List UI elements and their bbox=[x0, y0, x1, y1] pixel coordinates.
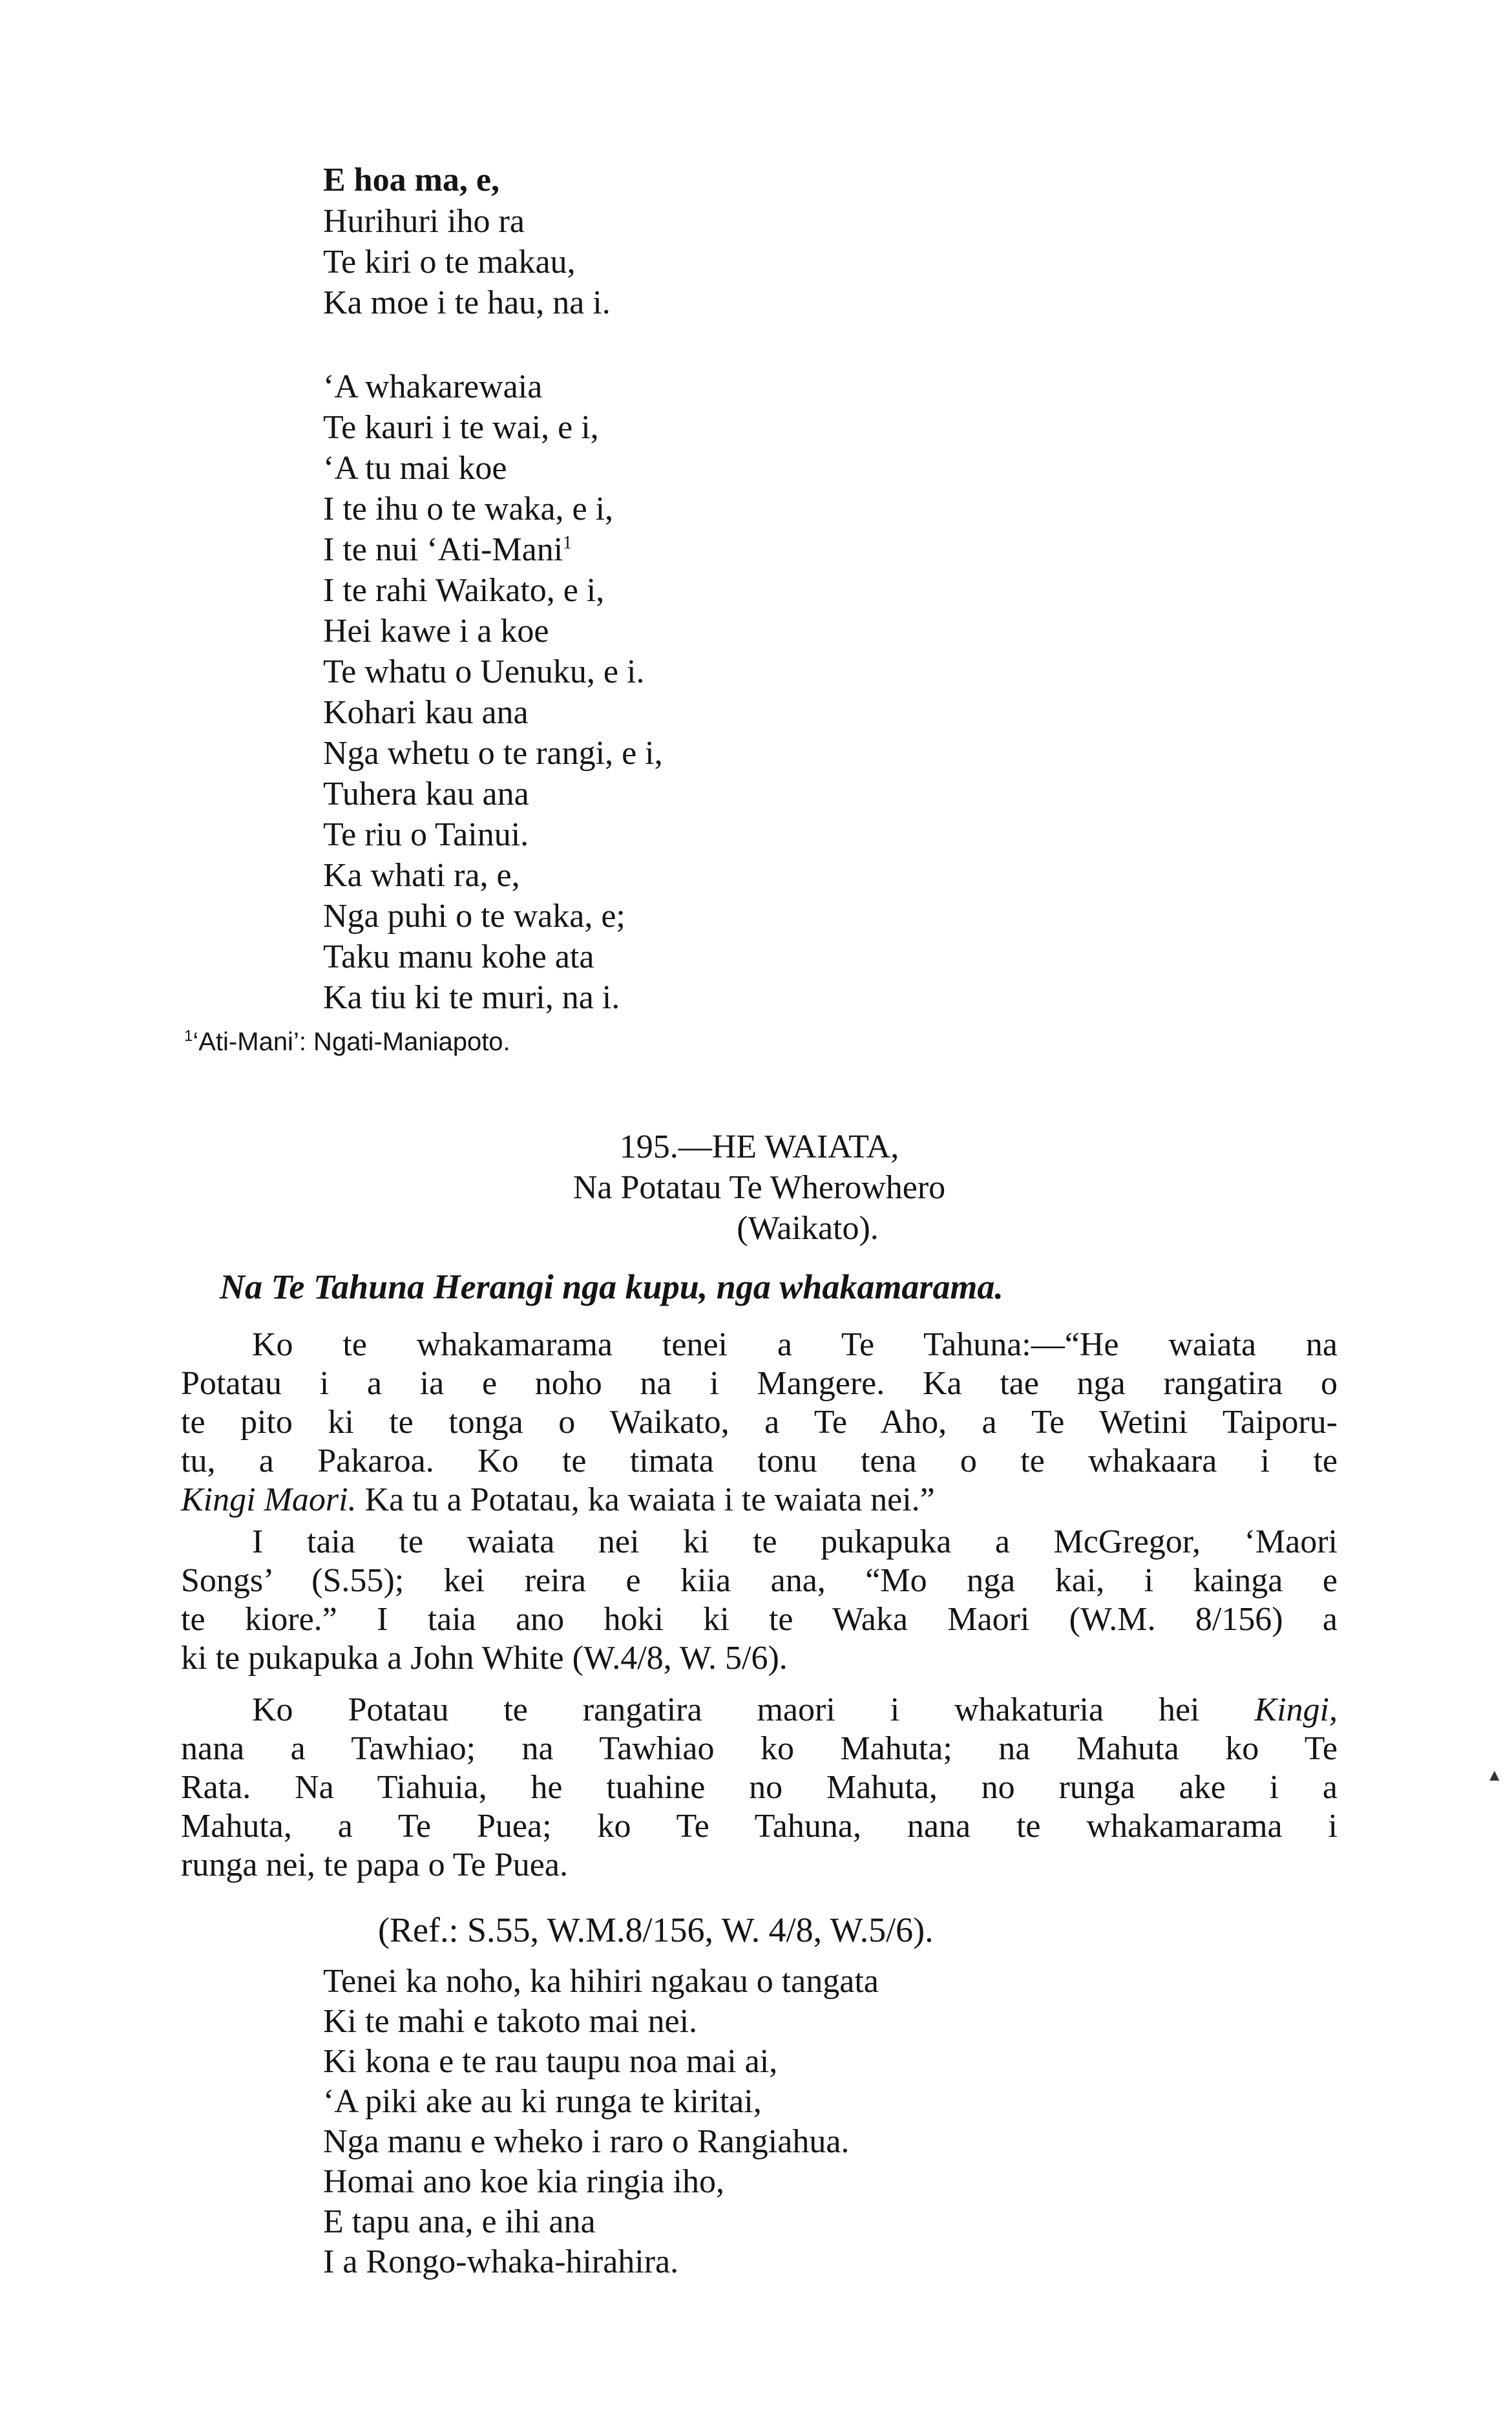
verse-line: Ki te mahi e takoto mai nei. bbox=[323, 2003, 698, 2040]
verse-line: Ka tiu ki te muri, na i. bbox=[323, 979, 620, 1016]
paragraph-line: Potatau i a ia e noho na i Mangere. Ka tae nga rangatira o bbox=[181, 1365, 1338, 1402]
song-author: Na Potatau Te Wherowhero bbox=[572, 1169, 946, 1206]
paragraph-line: Mahuta, a Te Puea; ko Te Tahuna, nana te whakamarama i bbox=[181, 1808, 1338, 1845]
verse-line: I te rahi Waikato, e i, bbox=[323, 572, 605, 609]
verse-line: Te kiri o te makau, bbox=[323, 244, 576, 281]
verse-line: ‘A tu mai koe bbox=[323, 450, 507, 487]
verse-line: I a Rongo-whaka-hirahira. bbox=[323, 2243, 679, 2280]
verse-line: Tenei ka noho, ka hihiri ngakau o tangata bbox=[323, 1963, 879, 2000]
song-subtitle: Na Te Tahuna Herangi nga kupu, nga whakamarama. bbox=[220, 1267, 1003, 1306]
paragraph-line: Ko te whakamarama tenei a Te Tahuna:—“He waiata na bbox=[252, 1326, 1338, 1363]
footnote bbox=[184, 1028, 510, 1057]
paragraph-line: tu, a Pakaroa. Ko te timata tonu tena o te whakaara i te bbox=[181, 1443, 1338, 1479]
song-tribe: (Waikato). bbox=[737, 1210, 879, 1247]
verse-line: E hoa ma, e, bbox=[323, 162, 499, 198]
verse-line: I te ihu o te waka, e i, bbox=[323, 491, 614, 527]
verse-line: Tuhera kau ana bbox=[323, 776, 529, 812]
paragraph-line: nana a Tawhiao; na Tawhiao ko Mahuta; na Mahuta ko Te bbox=[181, 1730, 1338, 1767]
verse-line: Kohari kau ana bbox=[323, 694, 529, 731]
verse-line: Ki kona e te rau taupu noa mai ai, bbox=[323, 2043, 778, 2080]
verse-line: Nga puhi o te waka, e; bbox=[323, 898, 625, 935]
italic-term: Kingi Maori. bbox=[181, 1481, 357, 1518]
verse-line: Nga whetu o te rangi, e i, bbox=[323, 735, 663, 772]
reference-line: (Ref.: S.55, W.M.8/156, W. 4/8, W.5/6). bbox=[378, 1911, 934, 1949]
paragraph-line bbox=[181, 1690, 1338, 1730]
verse-line-text: I te nui ‘Ati-Mani bbox=[323, 531, 563, 568]
italic-term: Kingi, bbox=[1254, 1691, 1338, 1728]
verse-line: Te kauri i te wai, e i, bbox=[323, 409, 599, 446]
verse-line-with-footnote bbox=[323, 530, 572, 570]
footnote-text: ‘Ati-Mani’: Ngati-Maniapoto. bbox=[193, 1028, 510, 1056]
verse-line: Homai ano koe kia ringia iho, bbox=[323, 2163, 724, 2200]
paragraph-text: Ka tu a Potatau, ka waiata i te waiata nei.” bbox=[356, 1481, 935, 1518]
verse-line: Te whatu o Uenuku, e i. bbox=[323, 653, 645, 690]
verse-line: ‘A piki ake au ki runga te kiritai, bbox=[323, 2083, 762, 2120]
verse-line: ‘A whakarewaia bbox=[323, 368, 543, 405]
paragraph-line: I taia te waiata nei ki te pukapuka a McGregor, ‘Maori bbox=[252, 1523, 1338, 1560]
paragraph-line: Rata. Na Tiahuia, he tuahine no Mahuta, no runga ake i a bbox=[181, 1769, 1338, 1806]
paragraph-line: runga nei, te papa o Te Puea. bbox=[181, 1847, 568, 1883]
paragraph-line: ki te pukapuka a John White (W.4/8, W. 5/6). bbox=[181, 1640, 788, 1677]
verse-line: E tapu ana, e ihi ana bbox=[323, 2203, 596, 2240]
paragraph-line bbox=[181, 1480, 1338, 1520]
verse-line: Taku manu kohe ata bbox=[323, 938, 594, 975]
verse-line: Hei kawe i a koe bbox=[323, 613, 549, 650]
paragraph-text: Ko Potatau te rangatira maori i whakaturia hei bbox=[252, 1691, 1255, 1728]
paragraph-line: te pito ki te tonga o Waikato, a Te Aho, a Te Wetini Taiporu- bbox=[181, 1404, 1338, 1441]
footnote-marker: 1 bbox=[184, 1027, 193, 1045]
verse-line: Ka whati ra, e, bbox=[323, 857, 520, 894]
paragraph-line: Songs’ (S.55); kei reira e kiia ana, “Mo nga kai, i kainga e bbox=[181, 1562, 1338, 1599]
verse-line: Hurihuri iho ra bbox=[323, 203, 525, 240]
paragraph-line: te kiore.” I taia ano hoki ki te Waka Maori (W.M. 8/156) a bbox=[181, 1601, 1338, 1638]
margin-mark-icon: ▲ bbox=[1486, 1766, 1503, 1785]
footnote-ref-marker: 1 bbox=[563, 533, 572, 553]
verse-line: Nga manu e wheko i raro o Rangiahua. bbox=[323, 2123, 850, 2160]
song-number-title: 195.—HE WAIATA, bbox=[619, 1128, 899, 1165]
verse-line: Ka moe i te hau, na i. bbox=[323, 284, 611, 321]
verse-line: Te riu o Tainui. bbox=[323, 816, 529, 853]
